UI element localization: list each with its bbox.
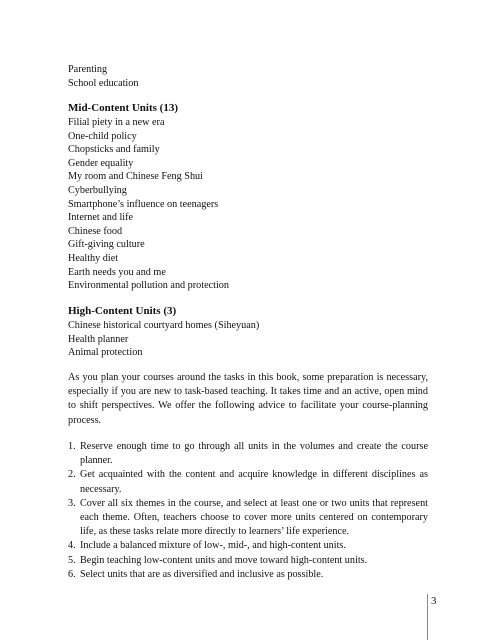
list-item: Parenting bbox=[68, 64, 108, 75]
intro-list bbox=[68, 63, 138, 90]
list-item: Gift-giving culture bbox=[68, 239, 145, 251]
list-item: Filial piety in a new era bbox=[68, 117, 165, 128]
list-item: Cyberbullying bbox=[68, 184, 127, 196]
item-number: 4. bbox=[68, 540, 76, 552]
list-item: Gender equality bbox=[68, 157, 134, 169]
item-text: Get acquainted with the content and acquire knowledge in different disciplines as necessary. bbox=[80, 469, 428, 495]
item-number: 5. bbox=[68, 554, 76, 566]
list-item: Chinese food bbox=[68, 225, 123, 237]
list-item: Healthy diet bbox=[68, 252, 119, 264]
item-number: 2. bbox=[68, 469, 76, 481]
advice-item bbox=[68, 497, 428, 540]
advice-item bbox=[68, 568, 428, 582]
section-heading: Mid-Content Units (13) bbox=[68, 102, 178, 114]
list-item: My room and Chinese Feng Shui bbox=[68, 171, 203, 183]
item-text: Begin teaching low-content units and move toward high-content units. bbox=[80, 554, 368, 566]
item-text: Select units that are as diversified and inclusive as possible. bbox=[80, 568, 324, 580]
list-item: School education bbox=[68, 77, 139, 89]
page-number: 3 bbox=[431, 595, 437, 607]
advice-item bbox=[68, 539, 428, 553]
list-item: Chopsticks and family bbox=[68, 144, 160, 156]
item-number: 6. bbox=[68, 568, 76, 580]
item-text: Cover all six themes in the course, and select at least one or two units that represent each theme. Often, teachers choose to cover more units centered on contemporary life, as these tasks relate more directly to learners’ life experience. bbox=[80, 497, 428, 538]
section-heading: High-Content Units (3) bbox=[68, 305, 177, 317]
item-text: Reserve enough time to go through all units in the volumes and create the course planner. bbox=[80, 441, 428, 467]
list-item: Earth needs you and me bbox=[68, 266, 166, 278]
list-item: Animal protection bbox=[68, 347, 143, 359]
list-item: One-child policy bbox=[68, 130, 137, 142]
item-number: 1. bbox=[68, 441, 76, 452]
advice-item bbox=[68, 440, 428, 468]
high-content-section bbox=[68, 304, 259, 360]
list-item: Health planner bbox=[68, 333, 129, 345]
advice-item bbox=[68, 468, 428, 496]
page-number-rule bbox=[427, 594, 428, 640]
advice-list bbox=[68, 440, 428, 582]
list-item: Internet and life bbox=[68, 212, 134, 224]
list-item: Environmental pollution and protection bbox=[68, 280, 229, 292]
item-number: 3. bbox=[68, 497, 76, 509]
item-text: Include a balanced mixture of low-, mid-, and high-content units. bbox=[80, 540, 346, 552]
advice-item bbox=[68, 554, 428, 568]
list-item: Smartphone’s influence on teenagers bbox=[68, 198, 219, 210]
list-item: Chinese historical courtyard homes (Siheyuan) bbox=[68, 320, 260, 331]
mid-content-section bbox=[68, 101, 229, 293]
body-paragraph: As you plan your courses around the tasks in this book, some preparation is necessary, especially if you are new to task-based teaching. It takes time and an active, open mind to shift perspectives. We offer the following advice to facilitate your course-planning process. bbox=[68, 372, 428, 426]
